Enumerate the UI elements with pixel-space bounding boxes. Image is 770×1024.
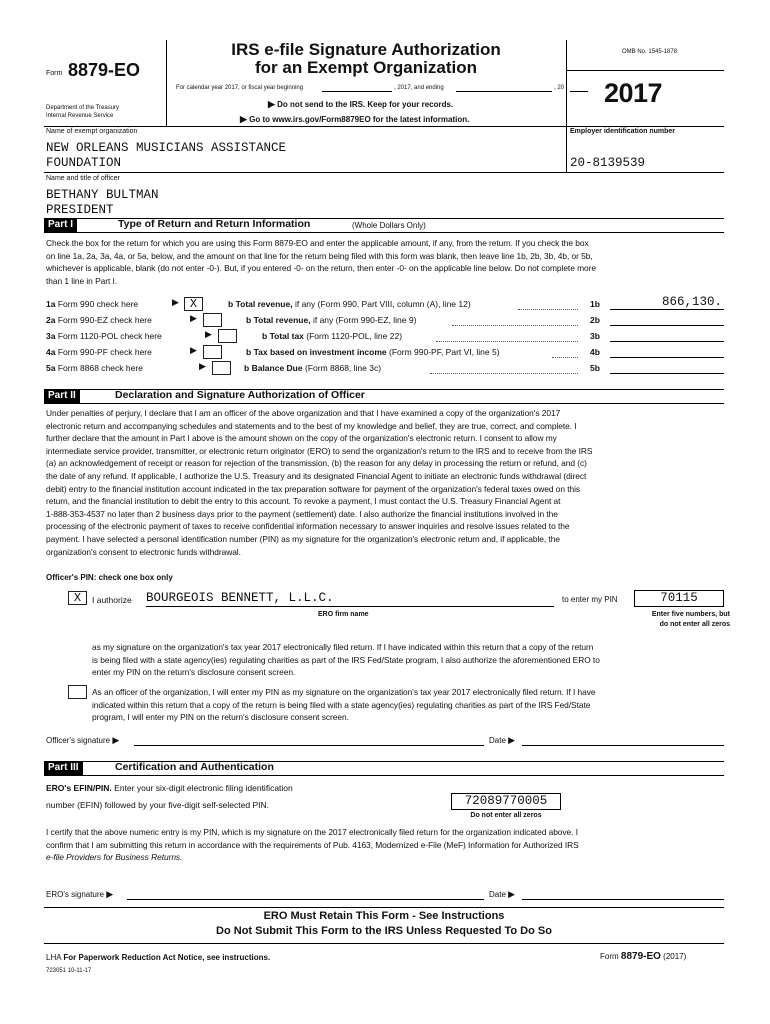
pin-checkbox-ero[interactable]: X	[68, 591, 87, 605]
line-4b-text: b Tax based on investment income (Form 990-PF, Part VI, line 5)	[246, 347, 500, 357]
officer-pin[interactable]: 70115	[660, 591, 698, 605]
ero-firm-name[interactable]: BOURGEOIS BENNETT, L.L.C.	[146, 591, 334, 605]
org-name[interactable]: NEW ORLEANS MUSICIANS ASSISTANCE FOUNDATION	[46, 141, 287, 170]
line-5b-ref: 5b	[590, 363, 600, 373]
authorize-text: I authorize	[92, 595, 132, 605]
goto-line: ▶ Go to www.irs.gov/Form8879EO for the latest information.	[240, 114, 470, 124]
checkbox-1a[interactable]: X	[184, 297, 203, 311]
title-line2: for an Exempt Organization	[255, 58, 477, 77]
officer-name-title[interactable]: BETHANY BULTMAN PRESIDENT	[46, 188, 159, 217]
efin-instructions: ERO's EFIN/PIN. Enter your six-digit electronic filing identification number (EFIN) followed by your five-digit self-selected PIN.	[46, 783, 293, 810]
checkbox-5a[interactable]	[212, 361, 231, 375]
part2-label: Part II	[44, 389, 80, 403]
officer-signature-field[interactable]	[134, 745, 484, 746]
part3-label: Part III	[44, 761, 83, 775]
line-5b-text: b Balance Due (Form 8868, line 3c)	[244, 363, 382, 373]
line-4b-amount[interactable]	[610, 357, 724, 358]
fiscal-end-year-field[interactable]	[570, 91, 588, 92]
line-4b-ref: 4b	[590, 347, 600, 357]
checkbox-4a[interactable]	[203, 345, 222, 359]
ero-date-field[interactable]	[522, 899, 724, 900]
part2-title: Declaration and Signature Authorization of Officer	[115, 389, 365, 401]
ero-signature-label: ERO's signature ▶	[46, 889, 114, 899]
fiscal-begin-field[interactable]	[322, 91, 392, 92]
line-1b-text: b Total revenue, if any (Form 990, Part VIII, column (A), line 12)	[228, 299, 471, 309]
triangle-icon: ▶	[205, 329, 212, 339]
line-4a: 4a Form 990-PF check here	[46, 347, 152, 357]
footer-form: Form 8879-EO (2017)	[600, 951, 687, 962]
ero-signature-field[interactable]	[127, 899, 484, 900]
part3-title: Certification and Authentication	[115, 761, 274, 773]
line-1b-ref: 1b	[590, 299, 600, 309]
omb-number: OMB No. 1545-1878	[622, 49, 678, 55]
triangle-icon: ▶	[112, 735, 120, 745]
triangle-icon: ▶	[508, 735, 516, 745]
line-3b-ref: 3b	[590, 331, 600, 341]
footer-code: 723051 10-11-17	[46, 968, 92, 974]
org-name-label: Name of exempt organization	[46, 128, 138, 135]
efin-pin[interactable]: 72089770005	[464, 794, 548, 808]
line-3a: 3a Form 1120-POL check here	[46, 331, 162, 341]
triangle-icon: ▶	[190, 345, 197, 355]
triangle-icon: ▶	[106, 889, 114, 899]
officer-date-label: Date ▶	[489, 735, 516, 745]
form-title	[170, 41, 562, 77]
line-1a: 1a Form 990 check here	[46, 299, 139, 309]
part2-officer-paragraph: As an officer of the organization, I will enter my PIN as my signature on the organization's tax year 2017 electronically filed return. If I have indicated within this return that a copy of the return is being filed with a state agency(ies) regulating charities as part of the IRS Fed/State program, I will enter my PIN on the return's disclosure consent screen.	[92, 687, 596, 723]
pin-note: Enter five numbers, but do not enter all zeros	[651, 611, 730, 628]
tax-year: 2017	[604, 78, 663, 108]
calendar-end: , 20	[554, 85, 565, 91]
calendar-text: For calendar year 2017, or fiscal year beginning	[176, 85, 304, 91]
to-enter-pin: to enter my PIN	[562, 595, 618, 604]
line-2b-text: b Total revenue, if any (Form 990-EZ, line 9)	[246, 315, 417, 325]
line-3b-text: b Total tax (Form 1120-POL, line 22)	[262, 331, 403, 341]
ein-value[interactable]: 20-8139539	[570, 156, 646, 170]
line-1b-amount[interactable]: 866,130.	[661, 295, 722, 309]
footer-lha: LHA For Paperwork Reduction Act Notice, see instructions.	[46, 953, 271, 962]
officer-date-field[interactable]	[522, 745, 724, 746]
calendar-mid: , 2017, and ending	[394, 85, 444, 91]
triangle-icon: ▶	[508, 889, 516, 899]
title-line1: IRS e-file Signature Authorization	[231, 40, 501, 59]
triangle-icon: ▶	[240, 114, 247, 124]
line-2b-amount[interactable]	[610, 325, 724, 326]
checkbox-3a[interactable]	[218, 329, 237, 343]
line-5b-amount[interactable]	[610, 373, 724, 374]
line-5a: 5a Form 8868 check here	[46, 363, 143, 373]
part1-note: (Whole Dollars Only)	[352, 221, 426, 230]
checkbox-2a[interactable]	[203, 313, 222, 327]
ero-firm-label: ERO firm name	[318, 611, 369, 618]
dept-line1: Department of the Treasury	[46, 105, 120, 111]
form-number: 8879-EO	[68, 60, 141, 80]
do-not-send: ▶ Do not send to the IRS. Keep for your records.	[268, 99, 454, 109]
officer-signature-label: Officer's signature ▶	[46, 735, 120, 745]
part1-title: Type of Return and Return Information	[118, 218, 311, 230]
form-word: Form	[46, 70, 63, 77]
triangle-icon: ▶	[172, 297, 179, 307]
triangle-icon: ▶	[190, 313, 197, 323]
pin-checkbox-officer[interactable]	[68, 685, 87, 699]
retain-notice: ERO Must Retain This Form - See Instructions Do Not Submit This Form to the IRS Unless Requested To Do So	[216, 910, 552, 937]
ero-date-label: Date ▶	[489, 889, 516, 899]
officer-label: Name and title of officer	[46, 175, 120, 182]
line-3b-amount[interactable]	[610, 341, 724, 342]
dept-line2: Internal Revenue Service	[46, 113, 114, 119]
fiscal-end-field[interactable]	[456, 91, 552, 92]
part1-label: Part I	[44, 218, 77, 232]
line-2b-ref: 2b	[590, 315, 600, 325]
line-2a: 2a Form 990-EZ check here	[46, 315, 152, 325]
part3-certification: I certify that the above numeric entry is my PIN, which is my signature on the 2017 electronically filed return for the organization indicated above. I confirm that I am submitting this return in accordance with the requirements of Pub. 4163, Modernized e-File (MeF) Information for Authorized IRS e-file Providers for Business Returns.	[46, 827, 579, 863]
efin-note: Do not enter all zeros	[470, 812, 542, 819]
pin-heading: Officer's PIN: check one box only	[46, 573, 173, 582]
triangle-icon: ▶	[199, 361, 206, 371]
ein-label: Employer identification number	[570, 128, 676, 135]
part2-declaration: Under penalties of perjury, I declare that I am an officer of the above organization and that I have examined a copy of the organization's 2017 electronic return and accompanying schedules and statements and to the best of my knowledge and belief, they are true, correct, and complete. I further declare that the amount in Part I above is the amount shown on the copy of the organization's electronic return. I consent to allow my intermediate service provider, transmitter, or electronic return originator (ERO) to send the organization's return to the IRS and to receive from the IRS (a) an acknowledgement of receipt or reason for rejection of the transmission, (b) the reason for any delay in processing the return or refund, and (c) the date of any refund. If applicable, I authorize the U.S. Treasury and its designated Financial Agent to initiate an electronic funds withdrawal (direct debit) entry to the financial institution account indicated in the tax preparation software for payment of the organization's federal taxes owed on this return, and the financial institution to debit the entry to this account. To revoke a payment, I must contact the U.S. Treasury Financial Agent at 1-888-353-4537 no later than 2 business days prior to the payment (settlement) date. I also authorize the financial institutions involved in the processing of the electronic payment of taxes to receive confidential information necessary to answer inquiries and resolve issues related to the payment. I have selected a personal identification number (PIN) as my signature for the organization's electronic return and, if applicable, the organization's consent to electronic funds withdrawal.	[46, 408, 593, 557]
part1-intro: Check the box for the return for which you are using this Form 8879-EO and enter the applicable amount, if any, from the return. If you check the box on line 1a, 2a, 3a, 4a, or 5a, below, and the amount on that line for the return being filed with this form was blank, then leave line 1b, 2b, 3b, 4b, or 5b, whichever is applicable, blank (do not enter -0-). But, if you entered -0- on the return, then enter -0- on the applicable line below. Do not complete more than 1 line in Part I.	[46, 238, 596, 286]
triangle-icon: ▶	[268, 99, 275, 109]
part2-ero-paragraph: as my signature on the organization's tax year 2017 electronically filed return. If I have indicated within this return that a copy of the return is being filed with a state agency(ies) regulating charities as part of the IRS Fed/State program, I also authorize the aforementioned ERO to enter my PIN on the return's disclosure consent screen.	[92, 642, 600, 678]
